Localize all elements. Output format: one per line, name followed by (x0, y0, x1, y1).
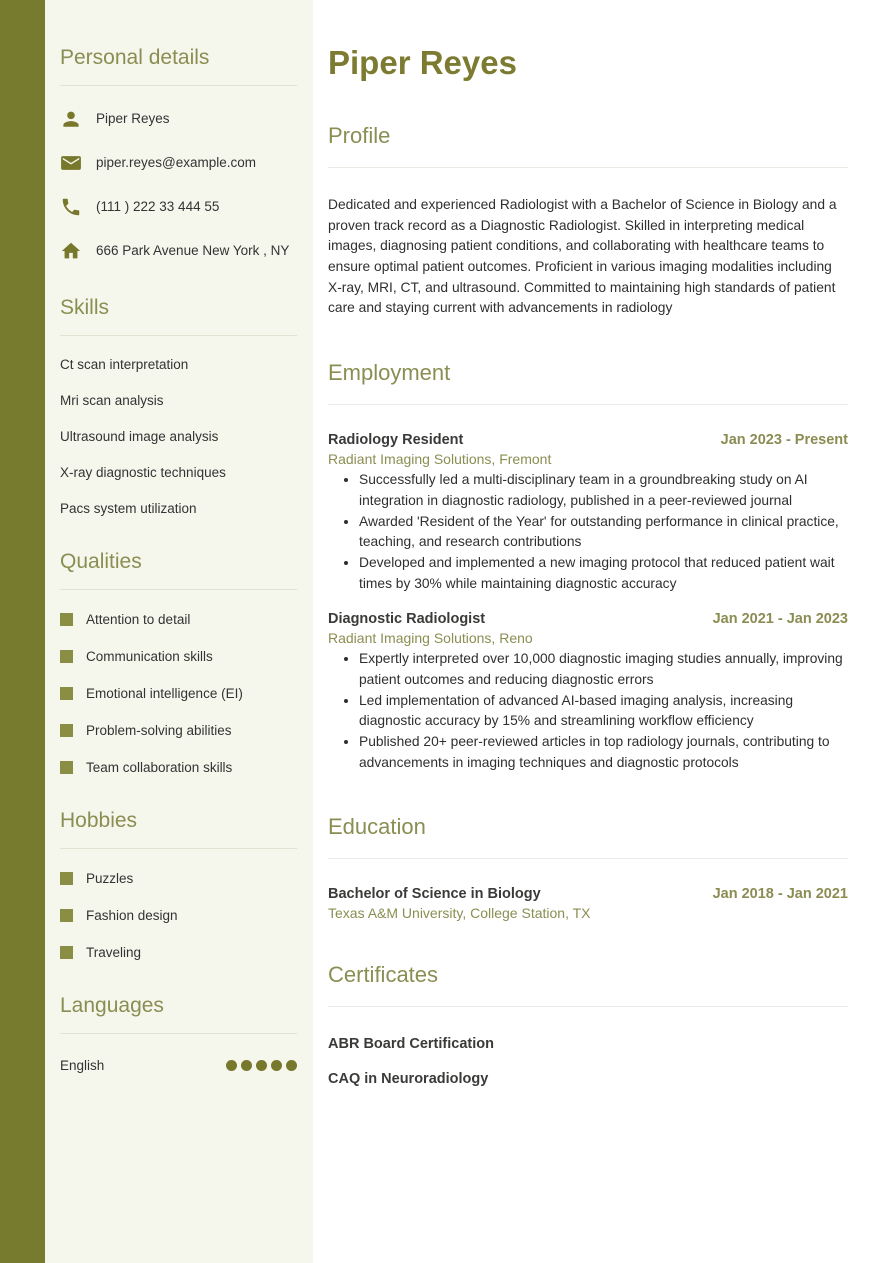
square-bullet-icon (60, 872, 73, 885)
square-bullet-icon (60, 650, 73, 663)
square-bullet-icon (60, 724, 73, 737)
job-bullet: • Led implementation of advanced AI-based imaging analysis, increasing diagnostic accuracy by 15% and streamlining workflow efficiency (359, 691, 848, 732)
main-column (313, 0, 893, 1263)
quality-label: Attention to detail (86, 612, 191, 627)
quality-item (60, 649, 297, 664)
language-name: English (60, 1058, 105, 1073)
language-level-dot (226, 1060, 237, 1071)
hobby-label: Fashion design (86, 908, 178, 923)
contact-email-text: piper.reyes@example.com (96, 155, 257, 170)
skills-title: Skills (60, 296, 297, 336)
square-bullet-icon (60, 761, 73, 774)
skill-item: Ct scan interpretation (60, 357, 189, 372)
job-title: Diagnostic Radiologist (328, 611, 486, 628)
job-entry (328, 432, 848, 594)
contact-address-text: 666 Park Avenue New York , NY (96, 243, 290, 258)
square-bullet-icon (60, 613, 73, 626)
employment-title: Employment (328, 360, 848, 405)
skill-item: Mri scan analysis (60, 393, 164, 408)
personal-details-title: Personal details (60, 46, 297, 86)
square-bullet-icon (60, 687, 73, 700)
quality-label: Problem-solving abilities (86, 723, 232, 738)
education-date: Jan 2018 - Jan 2021 (712, 886, 848, 903)
qualities-title: Qualities (60, 550, 297, 590)
square-bullet-icon (60, 909, 73, 922)
job-title: Radiology Resident (328, 432, 464, 449)
person-icon (60, 108, 82, 130)
skill-item: Ultrasound image analysis (60, 429, 219, 444)
qualities-section (60, 550, 297, 775)
education-title: Education (328, 814, 848, 859)
skill-item: Pacs system utilization (60, 501, 197, 516)
hobby-label: Puzzles (86, 871, 134, 886)
job-company: Radiant Imaging Solutions, Reno (328, 630, 533, 647)
hobbies-title: Hobbies (60, 809, 297, 849)
quality-label: Communication skills (86, 649, 213, 664)
profile-text: Dedicated and experienced Radiologist with a Bachelor of Science in Biology and a proven track record as a Diagnostic Radiologist. Skilled in interpreting medical images, diagnosing patient conditions, and collaborating with healthcare teams to ensure optimal patient outcomes. Proficient in various imaging modalities including X-ray, MRI, CT, and ultrasound. Committed to maintaining high standards of patient care and staying current with advancements in radiology (328, 197, 837, 316)
language-level-dot (271, 1060, 282, 1071)
contact-name-text: Piper Reyes (96, 111, 170, 126)
job-header (328, 611, 848, 627)
hobby-item (60, 871, 297, 886)
profile-title: Profile (328, 123, 848, 168)
personal-details-section (60, 46, 297, 262)
accent-stripe (0, 0, 45, 1263)
languages-title: Languages (60, 994, 297, 1034)
language-item (60, 1058, 297, 1073)
quality-label: Emotional intelligence (EI) (86, 686, 243, 701)
certificates-section (328, 962, 848, 1087)
quality-item (60, 723, 297, 738)
languages-section (60, 994, 297, 1073)
phone-icon (60, 196, 82, 218)
job-date: Jan 2023 - Present (720, 432, 848, 449)
home-icon (60, 240, 82, 262)
quality-label: Team collaboration skills (86, 760, 233, 775)
contact-row-email (60, 153, 297, 174)
contact-row-address (60, 241, 297, 262)
skills-section (60, 296, 297, 516)
language-level-dot (286, 1060, 297, 1071)
job-bullet: • Published 20+ peer-reviewed articles in top radiology journals, contributing to advancements in imaging techniques and diagnostic protocols (359, 732, 848, 773)
employment-section (328, 360, 848, 773)
profile-section (328, 123, 848, 319)
contact-phone-text: (111 ) 222 33 444 55 (96, 199, 220, 214)
quality-item (60, 612, 297, 627)
job-bullet: • Developed and implemented a new imaging protocol that reduced patient wait times by 30% while maintaining diagnostic accuracy (359, 553, 848, 594)
education-header (328, 886, 848, 902)
language-level-dot (241, 1060, 252, 1071)
page-title: Piper Reyes (328, 44, 517, 81)
job-bullet: • Awarded 'Resident of the Year' for outstanding performance in clinical practice, teaching, and research contributions (359, 512, 848, 553)
hobby-label: Traveling (86, 945, 142, 960)
job-bullet: • Expertly interpreted over 10,000 diagnostic imaging studies annually, improving patient outcomes and reducing diagnostic errors (359, 649, 848, 690)
job-header (328, 432, 848, 448)
job-bullet-list (328, 649, 848, 773)
certificate-item: CAQ in Neuroradiology (328, 1071, 489, 1088)
hobby-item (60, 908, 297, 923)
contact-row-name (60, 109, 297, 130)
hobbies-section (60, 809, 297, 960)
education-entry (328, 886, 848, 921)
language-level-dot (256, 1060, 267, 1071)
skill-item: X-ray diagnostic techniques (60, 465, 226, 480)
hobby-item (60, 945, 297, 960)
job-bullet-list (328, 470, 848, 594)
quality-item (60, 760, 297, 775)
contact-row-phone (60, 197, 297, 218)
job-entry (328, 611, 848, 773)
quality-item (60, 686, 297, 701)
school-name: Texas A&M University, College Station, TX (328, 905, 591, 922)
job-bullet: • Successfully led a multi-disciplinary team in a groundbreaking study on AI integration in diagnostic radiology, published in a peer-reviewed journal (359, 470, 848, 511)
degree-title: Bachelor of Science in Biology (328, 886, 541, 903)
education-section (328, 814, 848, 921)
language-level-dots (226, 1060, 297, 1071)
job-date: Jan 2021 - Jan 2023 (712, 611, 848, 628)
certificates-title: Certificates (328, 962, 848, 1007)
certificate-item: ABR Board Certification (328, 1036, 494, 1053)
square-bullet-icon (60, 946, 73, 959)
sidebar (45, 0, 313, 1263)
email-icon (60, 152, 82, 174)
job-company: Radiant Imaging Solutions, Fremont (328, 451, 552, 468)
